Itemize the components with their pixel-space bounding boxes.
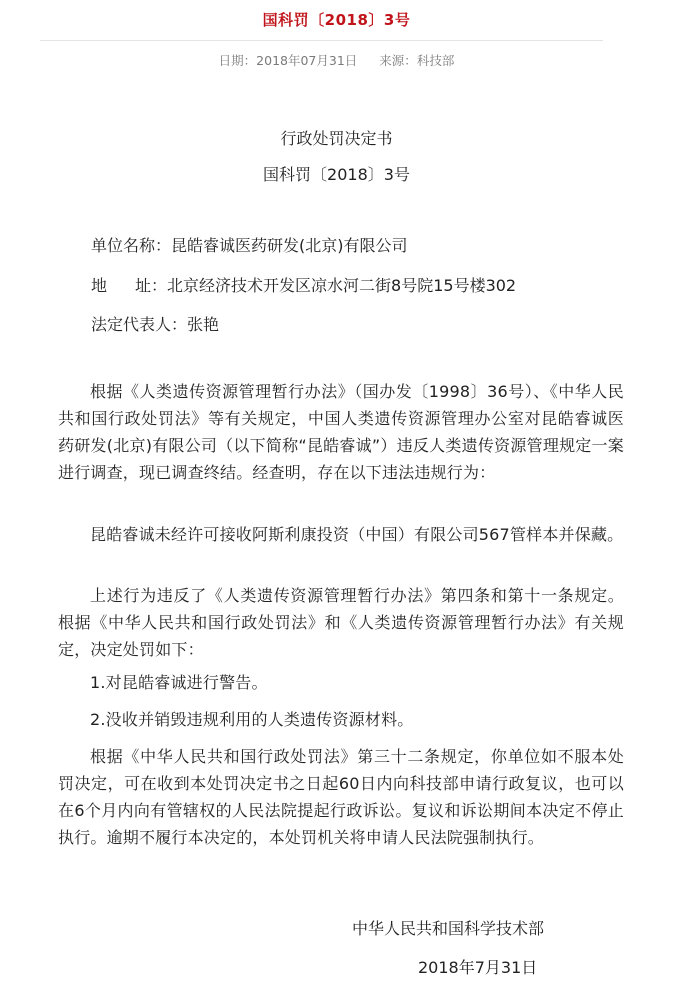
paragraph-violation: 昆皓睿诚未经许可接收阿斯利康投资（中国）有限公司567管样本并保藏。: [90, 525, 624, 544]
source-label: 来源：: [379, 53, 417, 68]
date-label: 日期：: [218, 53, 257, 68]
address-label-part1: 地: [91, 276, 108, 295]
company-address-value: 北京经济技术开发区凉水河二街8号院15号楼302: [167, 276, 517, 295]
paragraph-decision: 上述行为违反了《人类遗传资源管理暂行办法》第四条和第十一条规定。根据《中华人民共和国行政处罚法》和《人类遗传资源管理暂行办法》有关规定，决定处罚如下：: [58, 586, 624, 659]
document-number: 国科罚〔2018〕3号: [263, 165, 410, 184]
header-title: 国科罚〔2018〕3号: [262, 11, 411, 29]
date-value: 2018年07月31日: [256, 53, 358, 68]
legal-representative-value: 张艳: [187, 315, 220, 334]
signature-date: 2018年7月31日: [418, 958, 538, 977]
source-value: 科技部: [416, 53, 455, 68]
company-name-label: 单位名称：: [91, 236, 172, 255]
paragraph-findings: 根据《人类遗传资源管理暂行办法》（国办发〔1998〕36号）、《中华人民共和国行政处罚法》等有关规定，中国人类遗传资源管理办公室对昆皓睿诚医药研发(北京)有限公司（以下简称“昆皓睿诚”）违反人类遗传资源管理规定一案进行调查，现已调查终结。经查明，存在以下违法违规行为：: [58, 382, 624, 482]
address-label-part2: 址：: [135, 276, 168, 295]
document-title: 行政处罚决定书: [280, 129, 393, 148]
penalty-item-1: 1.对昆皓睿诚进行警告。: [90, 673, 268, 692]
paragraph-appeal-rights: 根据《中华人民共和国行政处罚法》第三十二条规定，你单位如不服本处罚决定，可在收到本处罚决定书之日起60日内向科技部申请行政复议，也可以在6个月内向有管辖权的人民法院提起行政诉讼。复议和诉讼期间本决定不停止执行。逾期不履行本决定的，本处罚机关将申请人民法院强制执行。: [58, 747, 624, 847]
legal-representative-line: [91, 312, 219, 335]
legal-representative-label: 法定代表人：: [91, 315, 188, 334]
header-meta: [0, 51, 673, 69]
company-address-line: [91, 273, 516, 296]
penalty-item-2: 2.没收并销毁违规利用的人类遗传资源材料。: [90, 710, 414, 729]
company-name-line: [91, 233, 408, 256]
company-name-value: 昆皓睿诚医药研发(北京)有限公司: [171, 236, 408, 255]
signature-organization: 中华人民共和国科学技术部: [352, 919, 545, 938]
header-divider: [40, 40, 603, 41]
